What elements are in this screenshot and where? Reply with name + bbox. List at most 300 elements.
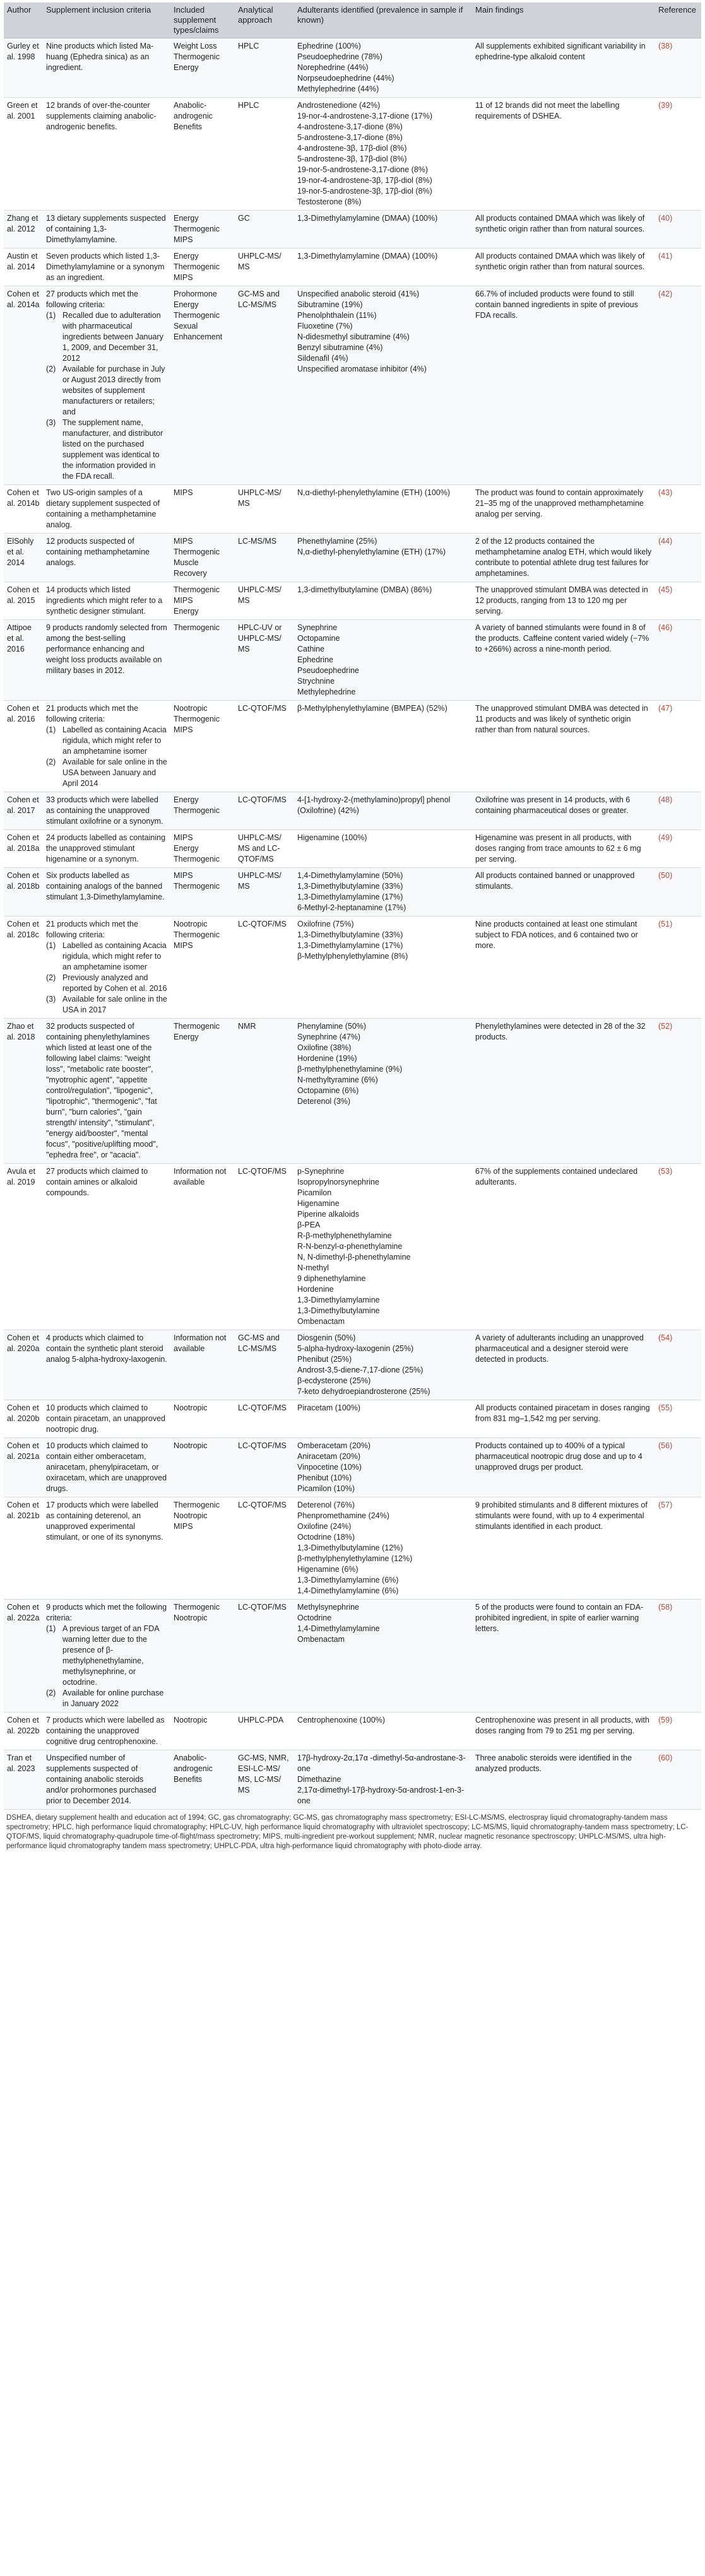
cell-adulterants <box>294 1497 472 1600</box>
supplement-type: Energy <box>174 1033 199 1041</box>
cell-adulterants <box>294 830 472 868</box>
reference-link[interactable]: (43) <box>658 488 673 497</box>
adulterant-item: β-ecdysterone (25%) <box>297 1376 371 1385</box>
criteria-text: 33 products which were labelled as containing the unapproved stimulant oxilofrine or a synonym. <box>46 795 163 826</box>
cell-author: Green et al. 2001 <box>4 98 43 211</box>
cell-adulterants <box>294 916 472 1019</box>
supplement-type: MIPS <box>174 537 193 546</box>
criteria-item-text: Available for purchase in July or August 2013 directly from websites of supplement manufacturers or retailers; and <box>62 365 165 416</box>
cell-reference <box>655 534 701 582</box>
cell-findings: A variety of adulterants including an unapproved pharmaceutical and a designer steroid were detected in products. <box>472 1330 655 1400</box>
cell-author: Tran et al. 2023 <box>4 1750 43 1810</box>
cell-supplement-types <box>170 1750 235 1810</box>
cell-analytical: LC-QTOF/MS <box>235 792 294 830</box>
supplement-type: Nootropic <box>174 1403 208 1412</box>
adulterant-item: Norpseudoephedrine (44%) <box>297 74 394 83</box>
cell-supplement-types <box>170 1438 235 1497</box>
adulterant-item: N-methyltyramine (6%) <box>297 1075 378 1084</box>
criteria-item-number: (2) <box>46 973 56 982</box>
adulterant-item: Isopropylnorsynephrine <box>297 1178 379 1186</box>
cell-criteria <box>43 38 170 98</box>
adulterant-item: Dimethazine <box>297 1775 341 1784</box>
reference-link[interactable]: (39) <box>658 101 673 110</box>
adulterant-item: Synephrine <box>297 623 338 632</box>
supplement-type: Thermogenic <box>174 623 220 632</box>
cell-adulterants <box>294 792 472 830</box>
adulterant-item: 5-alpha-hydroxy-laxogenin (25%) <box>297 1344 414 1353</box>
cell-reference <box>655 1330 701 1400</box>
cell-criteria <box>43 98 170 211</box>
cell-author: Cohen et al. 2014a <box>4 286 43 485</box>
supplement-type: Thermogenic <box>174 806 220 815</box>
table-row <box>4 98 701 211</box>
supplement-type: MIPS <box>174 235 193 244</box>
adulterant-item: 6-Methyl-2-heptanamine (17%) <box>297 903 406 912</box>
adulterant-item: Sildenafil (4%) <box>297 354 348 363</box>
header-adulterants: Adulterants identified (prevalence in sample if known) <box>294 3 472 38</box>
cell-adulterants <box>294 1164 472 1330</box>
supplement-type: Prohormone <box>174 290 217 298</box>
adulterant-item: N, N-dimethyl-β-phenethylamine <box>297 1253 411 1262</box>
cell-adulterants <box>294 1400 472 1438</box>
cell-supplement-types <box>170 211 235 249</box>
cell-supplement-types <box>170 1400 235 1438</box>
criteria-text: Seven products which listed 1,3-Dimethylamylamine or a synonym as an ingredient. <box>46 252 165 282</box>
cell-criteria <box>43 582 170 620</box>
adulterant-item: Piperine alkaloids <box>297 1210 359 1219</box>
reference-link[interactable]: (54) <box>658 1333 673 1342</box>
cell-reference <box>655 1750 701 1810</box>
cell-supplement-types <box>170 1497 235 1600</box>
table-row <box>4 1400 701 1438</box>
adulterant-item: β-PEA <box>297 1221 321 1229</box>
adulterant-item: Methylephedrine <box>297 688 356 696</box>
cell-findings: The unapproved stimulant DMBA was detected in 12 products, ranging from 13 to 120 mg per serving. <box>472 582 655 620</box>
criteria-item-number: (1) <box>46 941 56 950</box>
table-row <box>4 1497 701 1600</box>
supplement-type: Sexual <box>174 322 198 331</box>
cell-reference <box>655 1164 701 1330</box>
criteria-item-number: (1) <box>46 725 56 734</box>
reference-link[interactable]: (55) <box>658 1403 673 1412</box>
cell-findings: 66.7% of included products were found to still contain banned ingredients in spite of previous FDA recalls. <box>472 286 655 485</box>
cell-supplement-types <box>170 916 235 1019</box>
adulterant-item: Phenethylamine (25%) <box>297 537 377 546</box>
adulterant-item: Ephedrine <box>297 655 333 664</box>
reference-link[interactable]: (56) <box>658 1441 673 1450</box>
cell-analytical: GC-MS and LC-MS/MS <box>235 286 294 485</box>
criteria-item-text: A previous target of an FDA warning letter due to the presence of β-methylphenethylamine, methylsynephrine, or octodrine. <box>62 1624 159 1687</box>
reference-link[interactable]: (49) <box>658 833 673 842</box>
table-row <box>4 701 701 792</box>
supplement-type: Anabolic-androgenic <box>174 1753 213 1773</box>
adulterant-item: Higenamine (100%) <box>297 833 367 842</box>
criteria-text: 7 products which were labelled as containing the unapproved cognitive drug centrophenoxine. <box>46 1716 165 1746</box>
table-row <box>4 534 701 582</box>
cell-reference <box>655 701 701 792</box>
criteria-text: 24 products labelled as containing the unapproved stimulant higenamine or a synonym. <box>46 833 166 864</box>
reference-link[interactable]: (40) <box>658 214 673 223</box>
cell-analytical: LC-QTOF/MS <box>235 916 294 1019</box>
supplement-type: Thermogenic <box>174 225 220 233</box>
reference-link[interactable]: (58) <box>658 1603 673 1612</box>
cell-analytical: LC-MS/MS <box>235 534 294 582</box>
supplement-type: Nootropic <box>174 704 208 713</box>
cell-supplement-types <box>170 38 235 98</box>
cell-criteria <box>43 1497 170 1600</box>
criteria-text: 9 products which met the following criteria: <box>46 1603 167 1622</box>
cell-adulterants <box>294 1019 472 1164</box>
criteria-text: 10 products which claimed to contain piracetam, an unapproved nootropic drug. <box>46 1403 166 1434</box>
adulterant-item: 19-nor-5-androstene-3β, 17β-diol (8%) <box>297 187 432 196</box>
cell-findings: All supplements exhibited significant variability in ephedrine-type alkaloid content <box>472 38 655 98</box>
supplement-type: Thermogenic <box>174 262 220 271</box>
criteria-list <box>46 725 167 789</box>
supplement-type: Thermogenic <box>174 715 220 723</box>
cell-reference <box>655 1712 701 1750</box>
table-row <box>4 211 701 249</box>
adulterant-item: Ephedrine (100%) <box>297 42 361 50</box>
table-row <box>4 620 701 701</box>
adulterant-item: Omberacetam (20%) <box>297 1441 371 1450</box>
reference-link[interactable]: (38) <box>658 42 673 50</box>
adulterant-item: 1,4-Dimethylamylamine (6%) <box>297 1586 399 1595</box>
adulterant-item: 5-androstene-3β, 17β-diol (8%) <box>297 155 407 163</box>
adulterant-item: 1,3-Dimethylamylamine (17%) <box>297 893 403 901</box>
supplement-type: Energy <box>174 300 199 309</box>
supplement-type: Thermogenic <box>174 855 220 864</box>
criteria-text: 12 products suspected of containing methamphetamine analogs. <box>46 537 150 567</box>
cell-criteria <box>43 830 170 868</box>
table-row <box>4 1600 701 1712</box>
adulterant-item: Phenolphthalein (11%) <box>297 311 377 320</box>
table-body <box>4 38 701 1810</box>
cell-findings: A variety of banned stimulants were found in 8 of the products. Caffeine content varied widely (−7% to +266%) across a nine-month period. <box>472 620 655 701</box>
cell-analytical: LC-QTOF/MS <box>235 1600 294 1712</box>
table-row <box>4 1712 701 1750</box>
supplement-type: Thermogenic <box>174 52 220 61</box>
cell-adulterants <box>294 1330 472 1400</box>
supplement-type: Thermogenic <box>174 311 220 320</box>
cell-analytical: UHPLC-MS/ MS <box>235 868 294 916</box>
cell-analytical: HPLC <box>235 98 294 211</box>
cell-adulterants <box>294 701 472 792</box>
cell-author: Avula et al. 2019 <box>4 1164 43 1330</box>
adulterant-item: 1,3-Dimethylamylamine (17%) <box>297 941 403 950</box>
criteria-item-text: The supplement name, manufacturer, and distributor listed on the purchased supplement was identical to the information provided in the FDA recall. <box>62 418 163 481</box>
cell-adulterants <box>294 868 472 916</box>
cell-criteria <box>43 1330 170 1400</box>
cell-author: Cohen et al. 2016 <box>4 701 43 792</box>
adulterant-item: 19-nor-5-androstene-3,17-dione (8%) <box>297 165 429 174</box>
supplement-type: Energy <box>174 214 199 223</box>
adulterant-item: Synephrine (47%) <box>297 1033 361 1041</box>
reference-link[interactable]: (42) <box>658 290 673 298</box>
cell-analytical: LC-QTOF/MS <box>235 701 294 792</box>
criteria-text: 17 products which were labelled as containing deterenol, an unapproved experimental stimulant, or one of its synonyms. <box>46 1501 163 1542</box>
adulterant-item: Piracetam (100%) <box>297 1403 361 1412</box>
criteria-text: 4 products which claimed to contain the synthetic plant steroid analog 5-alpha-hydroxy-laxogenin. <box>46 1333 167 1364</box>
cell-analytical: UHPLC-PDA <box>235 1712 294 1750</box>
adulterant-item: Pseudoephedrine <box>297 666 359 675</box>
cell-findings: 9 prohibited stimulants and 8 different mixtures of stimulants were found, with up to 4 experimental stimulants identified in each product. <box>472 1497 655 1600</box>
supplement-type: Nootropic <box>174 1716 208 1724</box>
cell-analytical: NMR <box>235 1019 294 1164</box>
adulterant-item: 4-[1-hydroxy-2-(methylamino)propyl] phenol (Oxilofrine) (42%) <box>297 795 451 815</box>
cell-supplement-types <box>170 792 235 830</box>
table-row <box>4 582 701 620</box>
cell-author: Gurley et al. 1998 <box>4 38 43 98</box>
adulterant-item: Picamilon (10%) <box>297 1484 355 1493</box>
cell-criteria <box>43 1019 170 1164</box>
cell-reference <box>655 1438 701 1497</box>
adulterant-item: Phenibut (10%) <box>297 1473 352 1482</box>
reference-link[interactable]: (57) <box>658 1501 673 1509</box>
reference-link[interactable]: (41) <box>658 252 673 261</box>
cell-supplement-types <box>170 534 235 582</box>
cell-criteria <box>43 916 170 1019</box>
adulterant-item: N,α-diethyl-phenylethylamine (ETH) (17%) <box>297 547 446 556</box>
supplement-type: Thermogenic <box>174 547 220 556</box>
criteria-item-text: Labelled as containing Acacia rigidula, which might refer to an amphetamine isomer <box>62 725 167 756</box>
table-row <box>4 1750 701 1810</box>
supplement-type: Energy <box>174 795 199 804</box>
cell-adulterants <box>294 620 472 701</box>
adulterant-item: 1,3-Dimethylamylamine <box>297 1296 380 1304</box>
cell-author: ElSohly et al. 2014 <box>4 534 43 582</box>
adulterant-item: 17β-hydroxy-2α,17α -dimethyl-5α-androstane-3-one <box>297 1753 466 1773</box>
supplement-type: Benefits <box>174 1775 203 1784</box>
table-row <box>4 286 701 485</box>
supplement-type: Nootropic <box>174 1613 208 1622</box>
cell-supplement-types <box>170 620 235 701</box>
adulterant-item: Sibutramine (19%) <box>297 300 363 309</box>
criteria-text: Six products labelled as containing analogs of the banned stimulant 1,3-Dimethylamylamine. <box>46 871 165 901</box>
adulterant-item: Fluoxetine (7%) <box>297 322 353 331</box>
header-criteria: Supplement inclusion criteria <box>43 3 170 38</box>
adulterant-item: 1,4-Dimethylamylamine <box>297 1624 380 1633</box>
cell-analytical: GC <box>235 211 294 249</box>
adulterant-item: R-N-benzyl-α-phenethylamine <box>297 1242 403 1251</box>
cell-adulterants <box>294 582 472 620</box>
criteria-list <box>46 1624 167 1709</box>
cell-findings: 11 of 12 brands did not meet the labelling requirements of DSHEA. <box>472 98 655 211</box>
adulterant-item: Testosterone (8%) <box>297 197 362 206</box>
cell-supplement-types <box>170 1712 235 1750</box>
adulterant-item: Octopamine (6%) <box>297 1086 359 1095</box>
cell-reference <box>655 620 701 701</box>
adulterant-item: Hordenine (19%) <box>297 1054 357 1063</box>
reference-link[interactable]: (45) <box>658 585 673 594</box>
cell-supplement-types <box>170 98 235 211</box>
cell-findings: All products contained DMAA which was likely of synthetic origin rather than from natural sources. <box>472 249 655 286</box>
cell-analytical: LC-QTOF/MS <box>235 1400 294 1438</box>
table-row <box>4 1164 701 1330</box>
table-row <box>4 38 701 98</box>
cell-findings: Three anabolic steroids were identified in the analyzed products. <box>472 1750 655 1810</box>
table-row <box>4 916 701 1019</box>
adulterant-item: β-Methylphenylethylamine (BMPEA) (52%) <box>297 704 447 713</box>
table-row <box>4 249 701 286</box>
supplement-type: Nootropic <box>174 1441 208 1450</box>
criteria-item-text: Available for online purchase in January 2022 <box>62 1689 164 1708</box>
adulterants-table <box>4 3 701 1810</box>
criteria-text: 27 products which claimed to contain amines or alkaloid compounds. <box>46 1167 148 1197</box>
cell-author: Zhao et al. 2018 <box>4 1019 43 1164</box>
reference-link[interactable]: (60) <box>658 1753 673 1762</box>
cell-findings: All products contained piracetam in doses ranging from 831 mg–1,542 mg per serving. <box>472 1400 655 1438</box>
cell-reference <box>655 830 701 868</box>
adulterant-item: Unspecified anabolic steroid (41%) <box>297 290 420 298</box>
reference-link[interactable]: (52) <box>658 1022 673 1031</box>
cell-analytical: UHPLC-MS/ MS <box>235 485 294 534</box>
cell-analytical: HPLC-UV or UHPLC-MS/ MS <box>235 620 294 701</box>
cell-criteria <box>43 1750 170 1810</box>
cell-reference <box>655 211 701 249</box>
reference-link[interactable]: (47) <box>658 704 673 713</box>
criteria-list <box>46 310 167 482</box>
adulterant-item: p-Synephrine <box>297 1167 345 1176</box>
cell-analytical: UHPLC-MS/ MS <box>235 249 294 286</box>
adulterant-item: Methylsynephrine <box>297 1603 359 1612</box>
cell-supplement-types <box>170 1019 235 1164</box>
cell-findings: Oxilofrine was present in 14 products, with 6 containing pharmaceutical doses or greater. <box>472 792 655 830</box>
cell-criteria <box>43 286 170 485</box>
criteria-list-item <box>46 1688 167 1709</box>
adulterant-item: 4-androstene-3,17-dione (8%) <box>297 122 403 131</box>
header-findings: Main findings <box>472 3 655 38</box>
cell-author: Cohen et al. 2018a <box>4 830 43 868</box>
criteria-text: 12 brands of over-the-counter supplements claiming anabolic-androgenic benefits. <box>46 101 157 131</box>
supplement-type: Thermogenic <box>174 1022 220 1031</box>
supplement-type: Anabolic-androgenic <box>174 101 213 120</box>
table-footnote: DSHEA, dietary supplement health and education act of 1994; GC, gas chromatography; GC-MS, gas chromatography mass spectrometry; ESI-LC-MS/MS, electrospray liquid chromatography-tandem mass spectrometry; HPLC, high performance liquid chromatography; HPLC-UV, high performance liquid chromatography with ultraviolet spectroscopy; LC-MS/MS, liquid chromatography-tandem mass spectrometry; LC-QTOF/MS, liquid chromatography-quadrupole time-of-flight/mass spectrometry; MIPS, multi-ingredient pre-workout supplement; NMR, nuclear magnetic resonance spectroscopy; UHPLC-MS/MS, ultra high-performance liquid chromatography tandem mass spectrometry; UHPLC-PDA, ultra high-performance liquid chromatography with photo-diode array. <box>6 1814 689 1850</box>
cell-criteria <box>43 1712 170 1750</box>
cell-supplement-types <box>170 582 235 620</box>
cell-adulterants <box>294 211 472 249</box>
cell-author: Zhang et al. 2012 <box>4 211 43 249</box>
criteria-item-number: (1) <box>46 311 56 320</box>
cell-supplement-types <box>170 1600 235 1712</box>
reference-link[interactable]: (48) <box>658 795 673 804</box>
cell-analytical: LC-QTOF/MS <box>235 1438 294 1497</box>
table-row <box>4 485 701 534</box>
criteria-item-number: (2) <box>46 758 56 766</box>
reference-link[interactable]: (44) <box>658 537 673 546</box>
cell-criteria <box>43 249 170 286</box>
cell-findings: Products contained up to 400% of a typical pharmaceutical nootropic drug dose and up to 4 unapproved drugs per product. <box>472 1438 655 1497</box>
cell-criteria <box>43 701 170 792</box>
adulterant-item: Octodrine <box>297 1613 332 1622</box>
supplement-type: MIPS <box>174 871 193 880</box>
supplement-type: MIPS <box>174 596 193 605</box>
cell-reference <box>655 1400 701 1438</box>
supplement-type: Information not available <box>174 1167 227 1186</box>
adulterant-item: 19-nor-4-androstene-3β, 17β-diol (8%) <box>297 176 432 185</box>
cell-analytical: GC-MS and LC-MS/MS <box>235 1330 294 1400</box>
adulterant-item: Oxilofrine (75%) <box>297 920 354 928</box>
supplement-type: Energy <box>174 252 199 261</box>
header-reference: Reference <box>655 3 701 38</box>
supplement-type: Benefits <box>174 122 203 131</box>
reference-link[interactable]: (51) <box>658 920 673 928</box>
criteria-item-text: Available for sale online in the USA between January and April 2014 <box>62 758 167 788</box>
cell-analytical: LC-QTOF/MS <box>235 1497 294 1600</box>
header-supplement-types: Included supplement types/claims <box>170 3 235 38</box>
adulterant-item: Phenylamine (50%) <box>297 1022 367 1031</box>
adulterant-item: Hordenine <box>297 1285 334 1294</box>
supplement-type: MIPS <box>174 1522 193 1531</box>
adulterant-item: 1,3-Dimethylbutylamine (33%) <box>297 930 403 939</box>
criteria-item-text: Recalled due to adulteration with pharmaceutical ingredients between January 1, 2009, and December 31, 2012 <box>62 311 163 363</box>
adulterant-item: R-β-methylphenethylamine <box>297 1231 392 1240</box>
supplement-type: Thermogenic <box>174 930 220 939</box>
cell-reference <box>655 582 701 620</box>
reference-link[interactable]: (53) <box>658 1167 673 1176</box>
reference-link[interactable]: (59) <box>658 1716 673 1724</box>
adulterant-item: Pseudoephedrine (78%) <box>297 52 382 61</box>
criteria-text: 9 products randomly selected from among the best-selling performance enhancing and weight loss products available on military bases in 2012. <box>46 623 167 675</box>
supplement-type: Enhancement <box>174 332 223 341</box>
cell-criteria <box>43 1600 170 1712</box>
criteria-item-number: (3) <box>46 995 56 1004</box>
cell-adulterants <box>294 1438 472 1497</box>
adulterant-item: Oxilofine (38%) <box>297 1043 352 1052</box>
cell-reference <box>655 286 701 485</box>
cell-criteria <box>43 620 170 701</box>
criteria-list-item <box>46 364 167 418</box>
cell-findings: 2 of the 12 products contained the methamphetamine analog ETH, which would likely contribute to potential athlete drug test failures for amphetamines. <box>472 534 655 582</box>
criteria-item-number: (2) <box>46 365 56 373</box>
criteria-text: 21 products which met the following criteria: <box>46 920 138 939</box>
supplement-type: Muscle Recovery <box>174 558 207 578</box>
criteria-item-text: Labelled as containing Acacia rigidula, which might refer to an amphetamine isomer <box>62 941 167 971</box>
cell-author: Austin et al. 2014 <box>4 249 43 286</box>
cell-findings: All products contained DMAA which was likely of synthetic origin rather than from natural sources. <box>472 211 655 249</box>
cell-adulterants <box>294 38 472 98</box>
adulterant-item: Ombenactam <box>297 1317 345 1326</box>
adulterant-item: 1,3-Dimethylbutylamine (33%) <box>297 882 403 891</box>
adulterant-item: Strychnine <box>297 677 335 686</box>
criteria-text: 32 products suspected of containing phenylethylamines which listed at least one of the following label claims: "weight loss", "metabolic rate booster", "myotrophic agent", "appetite control/regulation", "lipogenic", "lipotrophic", "thermogenic", "fat burn", "burn calories", "gain strength/ intensity", "stimulant", "energy aid/booster", "mental focus", "positive/uplifting mood", "ephedra free", or "acacia". <box>46 1022 158 1159</box>
criteria-item-text: Previously analyzed and reported by Cohen et al. 2016 <box>62 973 167 993</box>
cell-criteria <box>43 534 170 582</box>
adulterant-item: 1,3-dimethylbutylamine (DMBA) (86%) <box>297 585 432 594</box>
cell-analytical: UHPLC-MS/ MS <box>235 582 294 620</box>
cell-criteria <box>43 868 170 916</box>
cell-reference <box>655 485 701 534</box>
supplement-type: Thermogenic <box>174 1501 220 1509</box>
adulterant-item: 19-nor-4-androstene-3,17-dione (17%) <box>297 112 433 120</box>
adulterant-item: N,α-diethyl-phenylethylamine (ETH) (100%) <box>297 488 451 497</box>
supplement-type: MIPS <box>174 273 193 282</box>
reference-link[interactable]: (46) <box>658 623 673 632</box>
cell-findings: 67% of the supplements contained undeclared adulterants. <box>472 1164 655 1330</box>
adulterant-item: Octodrine (18%) <box>297 1533 355 1542</box>
reference-link[interactable]: (50) <box>658 871 673 880</box>
supplement-type: Thermogenic <box>174 585 220 594</box>
table-row <box>4 1019 701 1164</box>
cell-author: Cohen et al. 2018b <box>4 868 43 916</box>
table-row <box>4 1438 701 1497</box>
criteria-item-number: (2) <box>46 1689 56 1697</box>
criteria-list-item <box>46 725 167 757</box>
adulterant-item: Phenpromethamine (24%) <box>297 1511 389 1520</box>
cell-findings: Nine products contained at least one stimulant subject to FDA notices, and 6 contained two or more. <box>472 916 655 1019</box>
cell-reference <box>655 1019 701 1164</box>
cell-criteria <box>43 485 170 534</box>
cell-supplement-types <box>170 868 235 916</box>
